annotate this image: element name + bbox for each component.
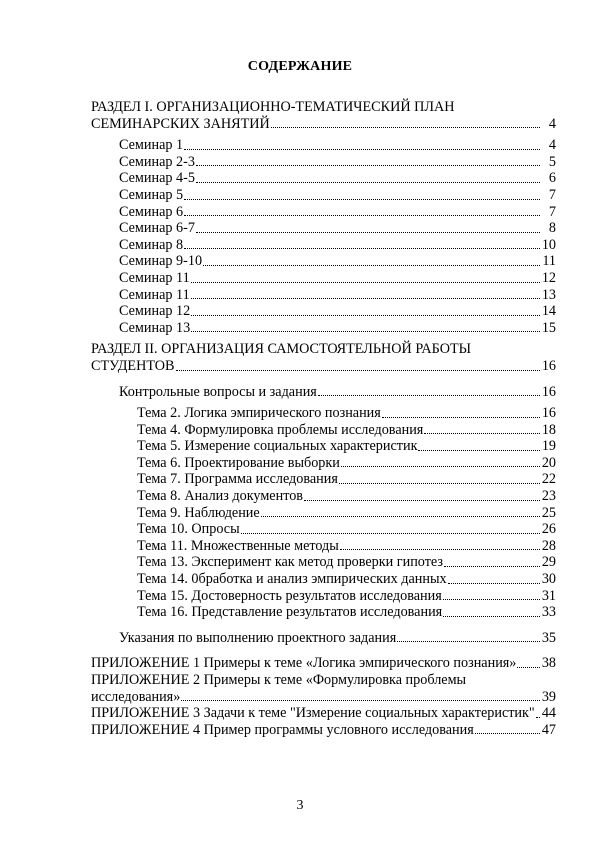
toc-entry-title: Семинар 11 (119, 286, 190, 303)
dot-leader (196, 164, 540, 166)
toc-entry-title: Тема 10. Опросы (137, 521, 240, 538)
toc-entry (119, 187, 556, 204)
dot-leader (448, 582, 540, 584)
toc-entry (137, 521, 556, 538)
toc-entry (119, 384, 556, 401)
toc-entry-title: Семинар 13 (119, 319, 191, 336)
toc-entry-page: 35 (541, 629, 556, 646)
toc-entry (137, 455, 556, 472)
toc-entry-page: 38 (541, 655, 556, 672)
dot-leader (196, 181, 540, 183)
dot-leader (191, 314, 540, 316)
toc-entry (119, 170, 556, 187)
toc-entry-page: 19 (541, 438, 556, 455)
toc-entry-title: Тема 9. Наблюдение (137, 504, 260, 521)
dot-leader (191, 281, 540, 283)
toc-entry-page: 4 (548, 137, 556, 154)
toc-entry-page: 28 (541, 537, 556, 554)
toc-entry-title: Семинар 4-5 (119, 170, 195, 187)
toc-entry-title-line: РАЗДЕЛ I. ОРГАНИЗАЦИОННО-ТЕМАТИЧЕСКИЙ ПЛАН (91, 99, 455, 115)
toc-entry-title: Тема 11. Множественные методы (137, 537, 339, 554)
toc-entry-title: Тема 4. Формулировка проблемы исследования (137, 421, 424, 438)
toc-entry-title: Семинар 6-7 (119, 220, 195, 237)
toc-entry-page: 13 (541, 286, 556, 303)
dot-leader (339, 482, 540, 484)
toc-entry-title: Семинар 11 (119, 269, 190, 286)
toc-entry-page: 31 (541, 587, 556, 604)
toc-entry (137, 604, 556, 621)
toc-entry (91, 99, 556, 132)
toc-entry-page: 18 (541, 421, 556, 438)
toc-entry-title: Семинар 5 (119, 186, 184, 203)
page-title: СОДЕРЖАНИЕ (247, 59, 353, 74)
dot-leader (382, 416, 540, 418)
toc-entry-page: 7 (548, 186, 556, 203)
toc-entry-page: 29 (541, 554, 556, 571)
toc-entry (137, 471, 556, 488)
toc-entry (119, 253, 556, 270)
dot-leader (184, 198, 540, 200)
dot-leader (475, 732, 540, 734)
dot-leader (443, 598, 540, 600)
toc-entry-title: Семинар 2-3 (119, 153, 195, 170)
toc-entry-title: Указания по выполнению проектного задания (119, 629, 397, 646)
dot-leader (318, 394, 540, 396)
toc-entry-page: 11 (542, 253, 556, 270)
toc-entry (119, 204, 556, 221)
toc-entry (137, 538, 556, 555)
toc-entry (119, 137, 556, 154)
toc-entry-page: 10 (541, 236, 556, 253)
toc-entry-title: Тема 2. Логика эмпирического познания (137, 405, 381, 422)
toc-entry-page: 30 (541, 571, 556, 588)
toc-entry (137, 488, 556, 505)
toc-entry (137, 505, 556, 522)
dot-leader (261, 515, 540, 517)
dot-leader (424, 432, 539, 434)
table-of-contents (91, 99, 556, 738)
dot-leader (418, 449, 539, 451)
toc-entry-page: 12 (541, 269, 556, 286)
toc-entry (137, 422, 556, 439)
toc-entry (91, 705, 556, 722)
toc-entry-title: Тема 15. Достоверность результатов исследования (137, 587, 442, 604)
toc-entry (91, 672, 556, 705)
toc-entry-page: 7 (548, 203, 556, 220)
toc-entry (91, 341, 556, 374)
toc-entry (91, 655, 556, 672)
dot-leader (241, 532, 540, 534)
toc-entry-page: 44 (541, 705, 556, 722)
toc-entry (137, 571, 556, 588)
toc-entry-title: Тема 16. Представление результатов исследования (137, 604, 443, 621)
dot-leader (341, 465, 540, 467)
toc-entry-page: 20 (541, 454, 556, 471)
toc-entry-title: Тема 13. Эксперимент как метод проверки гипотез (137, 554, 443, 571)
toc-entry (119, 270, 556, 287)
toc-entry-page: 15 (541, 319, 556, 336)
toc-entry-title-line: ПРИЛОЖЕНИЕ 2 Примеры к теме «Формулировка проблемы (91, 672, 467, 688)
dot-leader (536, 716, 540, 718)
toc-entry-title: СТУДЕНТОВ (91, 357, 175, 374)
dot-leader (397, 640, 540, 642)
toc-entry-title: Тема 6. Проектирование выборки (137, 454, 340, 471)
toc-entry (137, 588, 556, 605)
toc-entry-title-line: РАЗДЕЛ II. ОРГАНИЗАЦИЯ САМОСТОЯТЕЛЬНОЙ РАБОТЫ (91, 341, 471, 358)
toc-entry (119, 154, 556, 171)
dot-leader (271, 126, 540, 128)
toc-entry-title: СЕМИНАРСКИХ ЗАНЯТИЙ (91, 115, 270, 132)
toc-entry-title: Семинар 1 (119, 137, 184, 154)
toc-entry-page: 33 (541, 604, 556, 621)
toc-entry (137, 438, 556, 455)
toc-entry-page: 14 (541, 303, 556, 320)
toc-entry-title: ПРИЛОЖЕНИЕ 4 Пример программы условного исследования (91, 721, 474, 738)
toc-entry (119, 320, 556, 337)
dot-leader (443, 615, 540, 617)
toc-entry-title: Семинар 8 (119, 236, 184, 253)
toc-entry-page: 16 (541, 405, 556, 422)
toc-entry (137, 405, 556, 422)
toc-entry-page: 8 (548, 220, 556, 237)
toc-entry-page: 22 (541, 471, 556, 488)
toc-entry-page: 16 (541, 357, 556, 374)
toc-entry-page: 26 (541, 521, 556, 538)
toc-entry-title: ПРИЛОЖЕНИЕ 1 Примеры к теме «Логика эмпирического познания» (91, 655, 517, 672)
dot-leader (517, 666, 539, 668)
toc-entry (91, 722, 556, 739)
toc-entry-page: 47 (541, 721, 556, 738)
dot-leader (444, 565, 540, 567)
toc-entry-title: Тема 14. 0бработка и анализ эмпирических данных (137, 571, 447, 588)
toc-entry-page: 5 (548, 153, 556, 170)
dot-leader (304, 499, 540, 501)
toc-entry-page: 25 (541, 504, 556, 521)
dot-leader (196, 231, 540, 233)
toc-entry-page: 39 (541, 688, 556, 705)
dot-leader (184, 148, 540, 150)
toc-entry-title: ПРИЛОЖЕНИЕ 3 Задачи к теме "Измерение социальных характеристик" (91, 705, 535, 722)
dot-leader (203, 264, 540, 266)
toc-entry-title: Контрольные вопросы и задания (119, 383, 317, 400)
dot-leader (340, 548, 540, 550)
toc-entry (119, 303, 556, 320)
toc-entry-page: 23 (541, 488, 556, 505)
toc-entry-page: 6 (548, 170, 556, 187)
toc-entry (119, 287, 556, 304)
toc-entry-title: Семинар 12 (119, 303, 191, 320)
dot-leader (184, 214, 540, 216)
toc-entry-title: Семинар 6 (119, 203, 184, 220)
dot-leader (191, 297, 540, 299)
toc-entry (119, 220, 556, 237)
page-number: 3 (296, 798, 304, 813)
dot-leader (176, 369, 540, 371)
dot-leader (191, 330, 540, 332)
toc-entry-title: исследования» (91, 688, 181, 705)
toc-entry-title: Тема 8. Анализ документов (137, 488, 304, 505)
toc-entry-page: 16 (541, 383, 556, 400)
toc-entry (119, 237, 556, 254)
toc-entry-title: Семинар 9-10 (119, 253, 203, 270)
toc-entry-title: Тема 5. Измерение социальных характеристик (137, 438, 418, 455)
dot-leader (184, 247, 540, 249)
toc-entry (119, 630, 556, 647)
toc-entry-title: Тема 7. Программа исследования (137, 471, 338, 488)
toc-entry (137, 554, 556, 571)
dot-leader (181, 699, 540, 701)
toc-entry-page: 4 (548, 115, 556, 132)
